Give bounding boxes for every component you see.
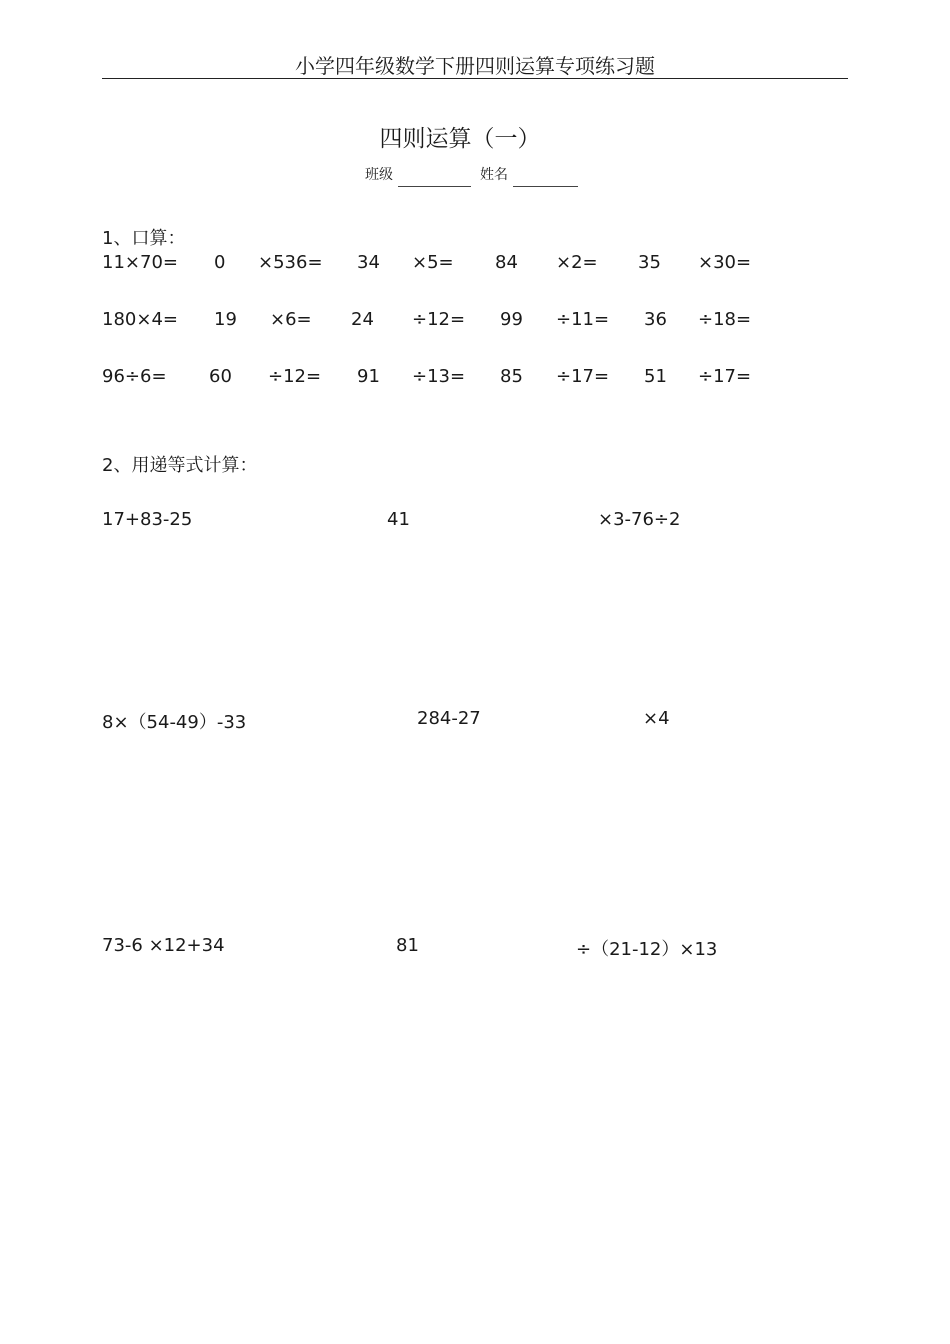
oral-item: ×536= [258,252,323,273]
calc-item: ÷（21-12）×13 [576,939,718,960]
oral-item: 84 [495,252,518,273]
oral-item: 0 [214,252,226,273]
header-divider [102,78,848,79]
calc-item: 81 [396,935,419,956]
oral-item: ×6= [270,309,312,330]
oral-item: ÷18= [698,309,752,330]
name-blank[interactable] [513,186,578,187]
oral-item: 35 [638,252,661,273]
oral-item: ×5= [412,252,454,273]
oral-item: 51 [644,366,667,387]
oral-item: ÷11= [556,309,610,330]
class-label: 班级 [365,167,393,183]
section1-heading: 1、口算： [102,228,186,249]
calc-item: ×3-76÷2 [598,509,681,530]
calc-item: 8×（54-49）-33 [102,712,247,733]
oral-item: 36 [644,309,667,330]
oral-item: ÷12= [268,366,322,387]
calc-item: 41 [387,509,410,530]
oral-item: ÷17= [556,366,610,387]
oral-item: 180×4= [102,309,178,330]
section2-heading: 2、用递等式计算： [102,455,258,476]
class-blank[interactable] [398,186,471,187]
name-label: 姓名 [480,167,508,183]
oral-item: ×2= [556,252,598,273]
worksheet-title: 四则运算（一） [379,126,541,152]
oral-item: 91 [357,366,380,387]
oral-item: 99 [500,309,523,330]
oral-item: ÷12= [412,309,466,330]
calc-item: ×4 [643,708,670,729]
oral-item: ÷13= [412,366,466,387]
calc-item: 73-6 ×12+34 [102,935,225,956]
oral-item: 96÷6= [102,366,167,387]
oral-item: 24 [351,309,374,330]
calc-item: 284-27 [417,708,481,729]
oral-item: 11×70= [102,252,178,273]
oral-item: 19 [214,309,237,330]
page-header: 小学四年级数学下册四则运算专项练习题 [295,54,655,78]
oral-item: 85 [500,366,523,387]
oral-item: ÷17= [698,366,752,387]
oral-item: ×30= [698,252,752,273]
calc-item: 17+83-25 [102,509,193,530]
oral-item: 34 [357,252,380,273]
oral-item: 60 [209,366,232,387]
